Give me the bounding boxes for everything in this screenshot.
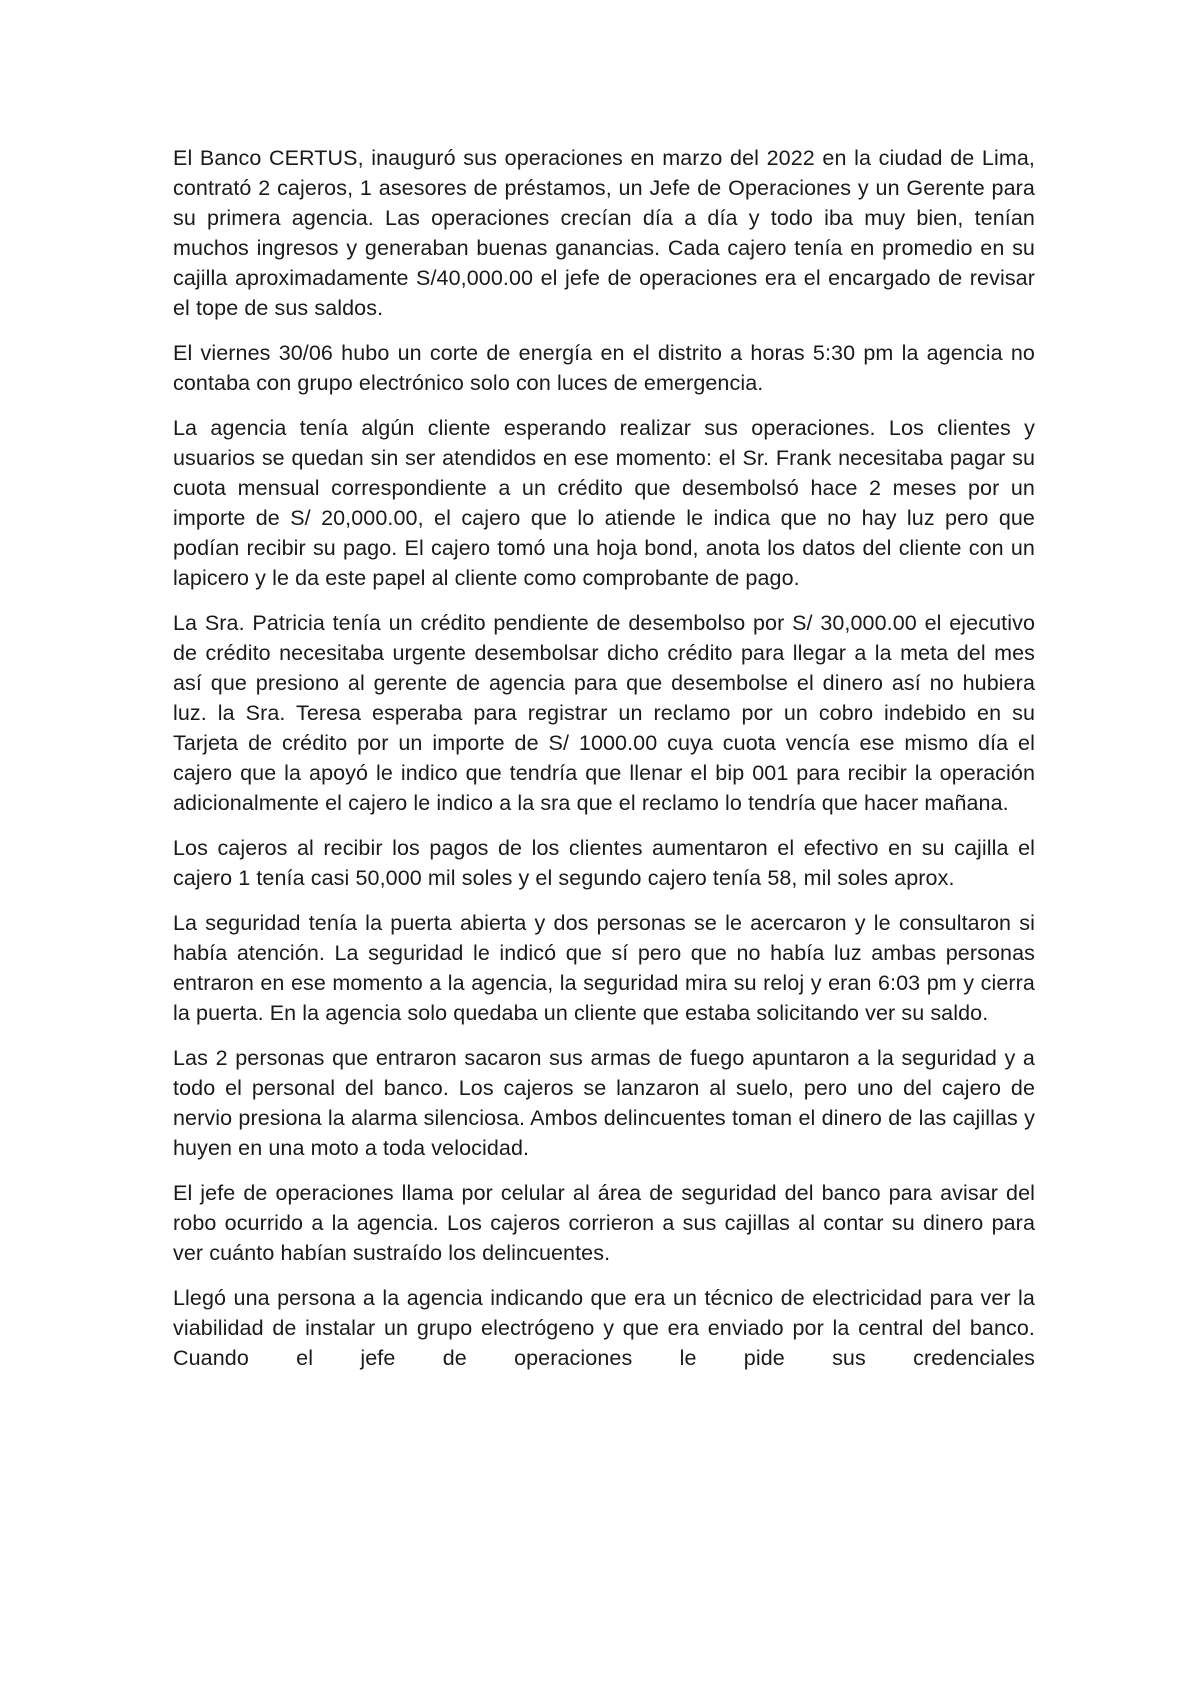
paragraph-waiting-clients: La agencia tenía algún cliente esperando realizar sus operaciones. Los clientes y usuarios se quedan sin ser atendidos en ese momento: el Sr. Frank necesitaba pagar su cuota mensual correspondiente a un crédito que desembolsó hace 2 meses por un importe de S/ 20,000.00, el cajero que lo atiende le indica que no hay luz pero que podían recibir su pago. El cajero tomó una hoja bond, anota los datos del cliente con un lapicero y le da este papel al cliente como comprobante de pago. bbox=[173, 416, 1035, 590]
paragraph-security-door: La seguridad tenía la puerta abierta y dos personas se le acercaron y le consultaron si había atención. La seguridad le indicó que sí pero que no había luz ambas personas entraron en ese momento a la agencia, la seguridad mira su reloj y eran 6:03 pm y cierra la puerta. En la agencia solo quedaba un cliente que estaba solicitando ver su saldo. bbox=[173, 911, 1035, 1025]
document-body bbox=[173, 143, 1035, 1388]
paragraph-bank-opening: El Banco CERTUS, inauguró sus operaciones en marzo del 2022 en la ciudad de Lima, contrató 2 cajeros, 1 asesores de préstamos, un Jefe de Operaciones y un Gerente para su primera agencia. Las operaciones crecían día a día y todo iba muy bien, tenían muchos ingresos y generaban buenas ganancias. Cada cajero tenía en promedio en su cajilla aproximadamente S/40,000.00 el jefe de operaciones era el encargado de revisar el tope de sus saldos. bbox=[173, 146, 1035, 320]
paragraph-pending-credit: La Sra. Patricia tenía un crédito pendiente de desembolso por S/ 30,000.00 el ejecutivo de crédito necesitaba urgente desembolsar dicho crédito para llegar a la meta del mes así que presiono al gerente de agencia para que desembolse el dinero así no hubiera luz. la Sra. Teresa esperaba para registrar un reclamo por un cobro indebido en su Tarjeta de crédito por un importe de S/ 1000.00 cuya cuota vencía ese mismo día el cajero que la apoyó le indico que tendría que llenar el bip 001 para recibir la operación adicionalmente el cajero le indico a la sra que el reclamo lo tendría que hacer mañana. bbox=[173, 611, 1035, 815]
paragraph-technician: Llegó una persona a la agencia indicando que era un técnico de electricidad para ver la viabilidad de instalar un grupo electrógeno y que era enviado por la central del banco. Cuando el jefe de operaciones le pide sus credenciales bbox=[173, 1286, 1035, 1370]
paragraph-report-robbery: El jefe de operaciones llama por celular al área de seguridad del banco para avisar del robo ocurrido a la agencia. Los cajeros corrieron a sus cajillas al contar su dinero para ver cuánto habían sustraído los delincuentes. bbox=[173, 1181, 1035, 1265]
paragraph-robbery: Las 2 personas que entraron sacaron sus armas de fuego apuntaron a la seguridad y a todo el personal del banco. Los cajeros se lanzaron al suelo, pero uno del cajero de nervio presiona la alarma silenciosa. Ambos delincuentes toman el dinero de las cajillas y huyen en una moto a toda velocidad. bbox=[173, 1046, 1035, 1160]
paragraph-power-outage: El viernes 30/06 hubo un corte de energía en el distrito a horas 5:30 pm la agencia no contaba con grupo electrónico solo con luces de emergencia. bbox=[173, 341, 1035, 395]
paragraph-cash-increase: Los cajeros al recibir los pagos de los clientes aumentaron el efectivo en su cajilla el cajero 1 tenía casi 50,000 mil soles y el segundo cajero tenía 58, mil soles aprox. bbox=[173, 836, 1035, 890]
